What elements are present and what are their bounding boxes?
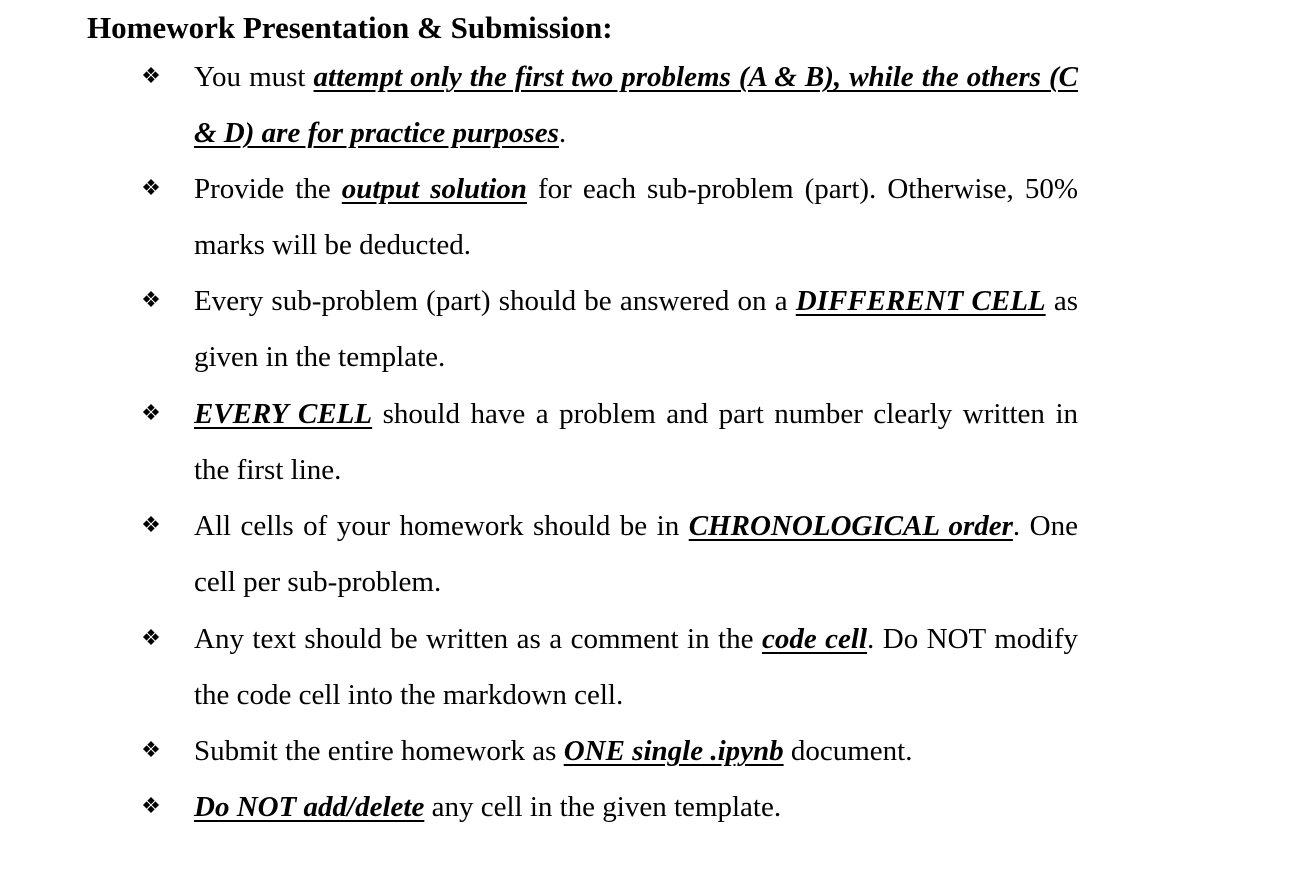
section-heading: Homework Presentation & Submission:: [87, 10, 613, 45]
list-item-text: [194, 723, 1078, 779]
four-diamond-bullet-icon: ❖: [141, 513, 161, 538]
item-text-emphasis: DIFFERENT CELL: [795, 285, 1046, 317]
item-text-post: .: [558, 117, 567, 149]
item-text-post: should have a problem and part number clearly written in the first line.: [194, 398, 1078, 486]
item-text-emphasis: EVERY CELL: [194, 398, 373, 430]
item-text-emphasis: Do NOT add/delete: [194, 791, 425, 823]
item-text-post: any cell in the given template.: [424, 791, 782, 823]
item-text-pre: Submit the entire homework as: [194, 735, 564, 767]
four-diamond-bullet-icon: ❖: [141, 64, 161, 89]
item-text-emphasis: attempt only the first two problems (A & B), while the others (C & D) are for practice purposes: [194, 61, 1078, 149]
item-text-post: document.: [783, 735, 913, 767]
four-diamond-bullet-icon: ❖: [141, 794, 161, 819]
four-diamond-bullet-icon: ❖: [141, 401, 161, 426]
item-text-post: . Do NOT modify the code cell into the markdown cell.: [194, 623, 1078, 711]
item-text-emphasis: output solution: [341, 173, 527, 205]
item-text-pre: You must: [194, 61, 314, 93]
four-diamond-bullet-icon: ❖: [141, 738, 161, 763]
item-text-post: . One cell per sub-problem.: [194, 510, 1078, 598]
list-item-text: [194, 386, 1078, 498]
item-text-pre: Provide the: [194, 173, 342, 205]
item-text-pre: Any text should be written as a comment in the: [194, 623, 762, 655]
item-text-post: as given in the template.: [194, 285, 1078, 373]
item-text-pre: All cells of your homework should be in: [194, 510, 689, 542]
four-diamond-bullet-icon: ❖: [141, 176, 161, 201]
item-text-post: for each sub-problem (part). Otherwise, 50% marks will be deducted.: [194, 173, 1078, 261]
list-item-text: [194, 498, 1078, 610]
item-text-pre: Every sub-problem (part) should be answered on a: [194, 285, 796, 317]
four-diamond-bullet-icon: ❖: [141, 626, 161, 651]
list-item-text: [194, 779, 1078, 835]
four-diamond-bullet-icon: ❖: [141, 288, 161, 313]
item-text-emphasis: code cell: [761, 623, 868, 655]
list-item-text: [194, 611, 1078, 723]
list-item-text: [194, 273, 1078, 385]
item-text-emphasis: ONE single .ipynb: [563, 735, 784, 767]
list-item-text: [194, 49, 1078, 161]
list-item-text: [194, 161, 1078, 273]
item-text-emphasis: CHRONOLOGICAL order: [688, 510, 1013, 542]
